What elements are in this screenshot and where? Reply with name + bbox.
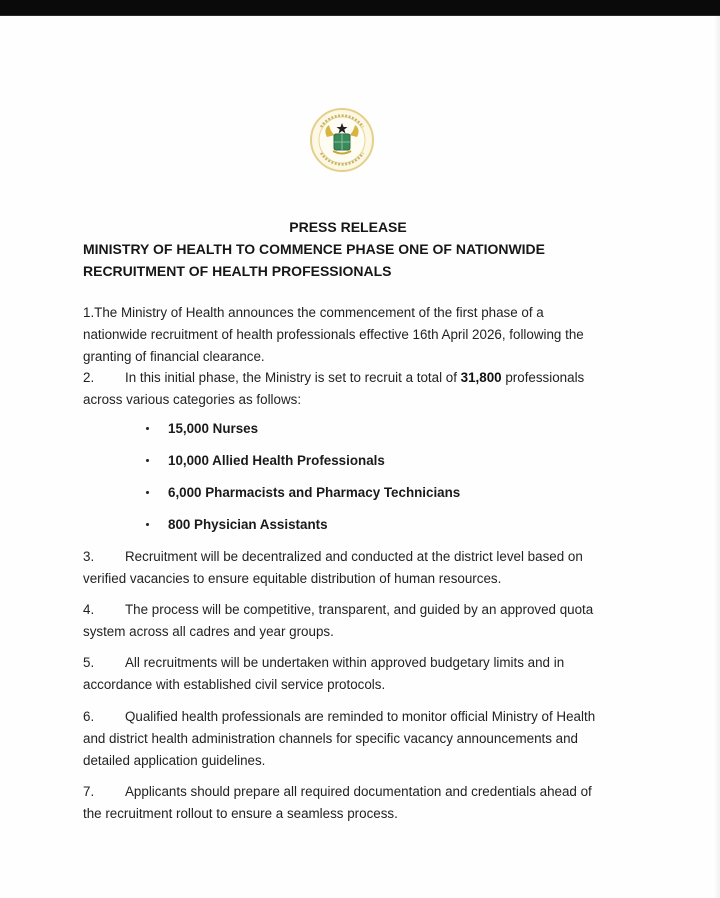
page-edge-shadow — [714, 16, 720, 898]
list-item — [143, 418, 563, 450]
paragraph-number: 6. — [83, 709, 95, 724]
headline-line-1: MINISTRY OF HEALTH TO COMMENCE PHASE ONE OF NATIONWIDE — [83, 241, 546, 257]
paragraph-text: Recruitment will be decentralized and conducted at the district level based on — [125, 549, 583, 564]
list-item — [143, 514, 563, 546]
category-text: 6,000 Pharmacists and Pharmacy Technicians — [168, 485, 461, 500]
paragraph-line: the recruitment rollout to ensure a seamless process. — [83, 806, 398, 821]
top-black-bar — [0, 0, 720, 16]
paragraph-7 — [83, 781, 633, 825]
recruitment-categories-list — [143, 418, 563, 546]
paragraph-text: The process will be competitive, transparent, and guided by an approved quota — [125, 602, 594, 617]
headline-line-2: RECRUITMENT OF HEALTH PROFESSIONALS — [83, 263, 392, 279]
paragraph-number: 5. — [83, 655, 95, 670]
list-item — [143, 482, 563, 514]
paragraph-1 — [83, 302, 633, 368]
category-text: 15,000 Nurses — [168, 421, 259, 436]
list-item — [143, 450, 563, 482]
paragraph-text: Applicants should prepare all required documentation and credentials ahead of — [125, 784, 592, 799]
paragraph-5 — [83, 652, 633, 696]
paragraph-line: detailed application guidelines. — [83, 753, 266, 768]
category-text: 10,000 Allied Health Professionals — [168, 453, 385, 468]
paragraph-2 — [83, 367, 633, 411]
paragraph-number: 4. — [83, 602, 95, 617]
bullet-icon — [146, 459, 149, 462]
paragraph-line: The Ministry of Health announces the commencement of the first phase of a — [94, 305, 544, 320]
paragraph-number: 7. — [83, 784, 95, 799]
bullet-icon — [146, 427, 149, 430]
bullet-icon — [146, 523, 149, 526]
title-block — [83, 216, 623, 282]
paragraph-line: nationwide recruitment of health professionals effective 16th April 2026, following the — [83, 327, 584, 342]
paragraph-line: granting of financial clearance. — [83, 349, 265, 364]
paragraph-line: system across all cadres and year groups. — [83, 624, 334, 639]
paragraph-3 — [83, 546, 633, 590]
paragraph-text: Qualified health professionals are reminded to monitor official Ministry of Health — [125, 709, 596, 724]
paragraph-text: In this initial phase, the Ministry is set to recruit a total of — [125, 370, 461, 385]
paragraph-line: across various categories as follows: — [83, 392, 302, 407]
press-release-label: PRESS RELEASE — [289, 219, 407, 235]
paragraph-4 — [83, 599, 633, 643]
paragraph-number: 3. — [83, 549, 95, 564]
paragraph-text: professionals — [501, 370, 585, 385]
bullet-icon — [146, 491, 149, 494]
paragraph-line: verified vacancies to ensure equitable distribution of human resources. — [83, 571, 502, 586]
paragraph-6 — [83, 706, 633, 772]
total-recruits-value: 31,800 — [460, 370, 502, 385]
ministry-of-health-seal-icon — [309, 107, 375, 173]
paragraph-number: 1. — [83, 305, 95, 320]
paragraph-text: All recruitments will be undertaken within approved budgetary limits and in — [125, 655, 565, 670]
paragraph-number: 2. — [83, 370, 95, 385]
paragraph-line: and district health administration channels for specific vacancy announcements and — [83, 731, 578, 746]
category-text: 800 Physician Assistants — [168, 517, 328, 532]
paragraph-line: accordance with established civil service protocols. — [83, 677, 386, 692]
